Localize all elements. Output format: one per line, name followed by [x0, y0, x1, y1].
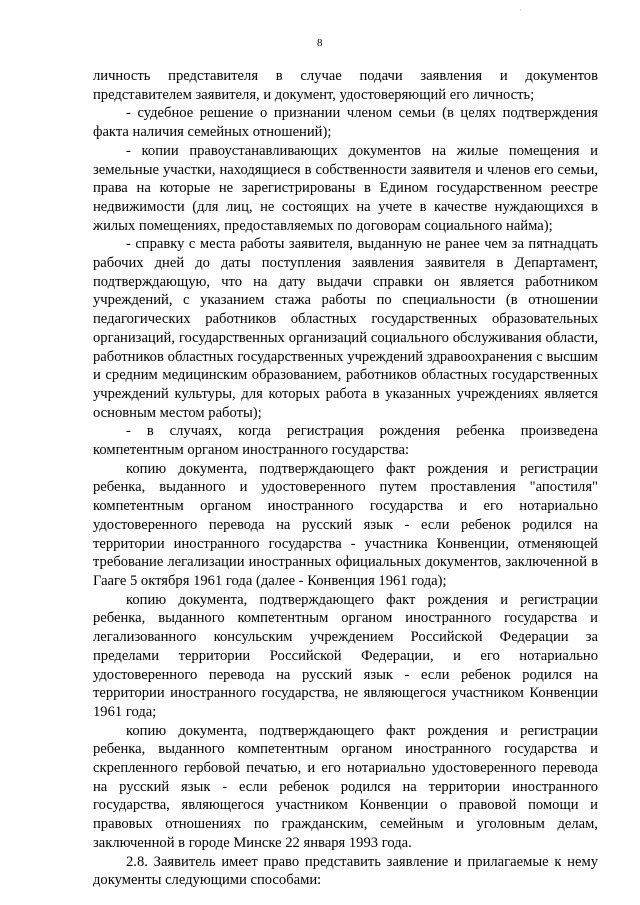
paragraph-section-2-8: 2.8. Заявитель имеет право представить заявление и прилагаемые к нему документы следующими способами: — [93, 853, 598, 889]
scan-mark: · — [519, 6, 522, 15]
paragraph-foreign-birth-registration: - в случаях, когда регистрация рождения ребенка произведена компетентным органом иностранного государства: — [93, 423, 598, 459]
document-text — [93, 67, 598, 890]
paragraph-court-decision: - судебное решение о признании членом семьи (в целях подтверждения факта наличия семейных отношений); — [93, 105, 598, 141]
paragraph-minsk-convention-copy: копию документа, подтверждающего факт рождения и регистрации ребенка, выданного компетентным органом иностранного государства и скрепленного гербовой печатью, и его нотариально удостоверенного перевода на русский язык - если ребенок родился на территории иностранного государства, являющегося участником Конвенции о правовой помощи и правовых отношениях по гражданским, семейным и уголовным делам, заключенной в городе Минске 22 января 1993 года. — [93, 722, 598, 851]
page-number: 8 — [317, 37, 323, 49]
paragraph-property-documents: - копии правоустанавливающих документов на жилые помещения и земельные участки, находящиеся в собственности заявителя и членов его семьи, права на которые не зарегистрированы в Едином государственном реестре недвижимости (для лиц, не состоящих на учете в качестве нуждающихся в жилых помещениях, предоставляемых по договорам социального найма); — [93, 142, 598, 234]
paragraph-apostille-copy: копию документа, подтверждающего факт рождения и регистрации ребенка, выданного и удостоверенного путем проставления "апостиля" компетентным органом иностранного государства и его нотариально удостоверенного перевода на русский язык - если ребенок родился на территории иностранного государства - участника Конвенции, отменяющей требование легализации иностранных официальных документов, заключенной в Гааге 5 октября 1961 года (далее - Конвенция 1961 года); — [93, 460, 598, 589]
paragraph-legalized-copy: копию документа, подтверждающего факт рождения и регистрации ребенка, выданного компетентным органом иностранного государства и легализованного консульским учреждением Российской Федерации за пределами территории Российской Федерации, и его нотариально удостоверенного перевода на русский язык - если ребенок родился на территории иностранного государства, не являющегося участником Конвенции 1961 года; — [93, 591, 598, 720]
paragraph-applicant-representative: личность представителя в случае подачи заявления и документов представителем заявителя, и документ, удостоверяющий его личность; — [93, 68, 598, 103]
paragraph-employment-certificate: - справку с места работы заявителя, выданную не ранее чем за пятнадцать рабочих дней до даты поступления заявления заявителя в Департамент, подтверждающую, что на дату выдачи справки он является работником учреждений, с указанием стажа работы по специальности (в отношении педагогических работников областных государственных образовательных организаций, государственных организаций социального обслуживания области, работников областных государственных учреждений здравоохранения с высшим и средним медицинским образованием, работников областных государственных учреждений культуры, для которых работа в указанных учреждениях является основным местом работы); — [93, 236, 598, 421]
